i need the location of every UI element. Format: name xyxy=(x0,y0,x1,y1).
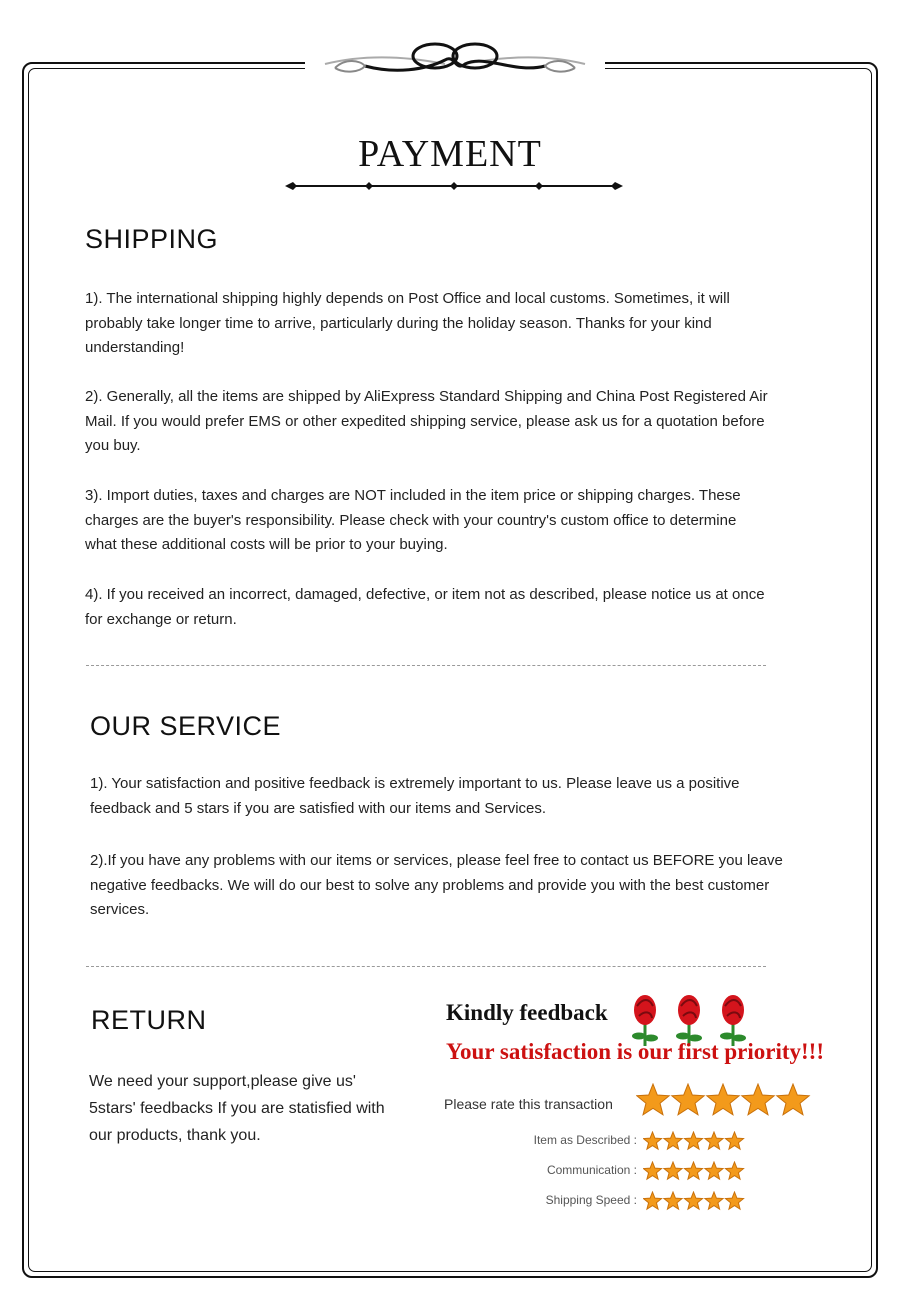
star-icon xyxy=(664,1192,682,1209)
criteria-label-shipping-speed: Shipping Speed : xyxy=(545,1193,637,1207)
star-icon xyxy=(637,1084,669,1115)
return-heading: RETURN xyxy=(91,1005,207,1035)
star-icon xyxy=(742,1084,774,1115)
star-icon xyxy=(672,1084,704,1115)
service-item-1: 1). Your satisfaction and positive feedback is extremely important to us. Please leave us a positive feedback and 5 stars if you are satisfied with our items and Services. xyxy=(90,775,740,817)
kindly-feedback-title: Kindly feedback xyxy=(446,1000,608,1025)
star-icon xyxy=(707,1084,739,1115)
shipping-speed-star-rating xyxy=(643,1191,748,1213)
section-divider xyxy=(86,966,766,967)
shipping-item-2: 2). Generally, all the items are shipped by AliExpress Standard Shipping and China Post Registered Air Mail. If you would prefer EMS or other expedited shipping service, please ask us for a quotation before you buy. xyxy=(85,388,768,454)
return-text: We need your support,please give us' 5stars' feedbacks If you are statisfied with our products, thank you. xyxy=(89,1073,385,1144)
shipping-heading: SHIPPING xyxy=(85,224,219,254)
star-icon xyxy=(684,1192,702,1209)
title-divider-ornament xyxy=(283,178,625,194)
star-icon xyxy=(664,1162,682,1179)
star-icon xyxy=(643,1192,661,1209)
star-icon xyxy=(643,1132,661,1149)
shipping-item-4: 4). If you received an incorrect, damaged, defective, or item not as described, please notice us at once for exchange or return. xyxy=(85,586,765,628)
star-icon xyxy=(725,1162,743,1179)
flourish-ornament xyxy=(305,34,605,94)
star-icon xyxy=(684,1132,702,1149)
star-icon xyxy=(705,1132,723,1149)
satisfaction-slogan: Your satisfaction is our first priority!!! xyxy=(446,1039,824,1064)
rate-transaction-label: Please rate this transaction xyxy=(444,1096,613,1112)
star-icon xyxy=(643,1162,661,1179)
overall-star-rating xyxy=(636,1083,816,1121)
star-icon xyxy=(777,1084,809,1115)
shipping-item-1: 1). The international shipping highly depends on Post Office and local customs. Sometimes, it will probably take longer time to arrive, particularly during the holiday season. Thanks for your kind understanding! xyxy=(85,290,730,356)
service-item-2: 2).If you have any problems with our items or services, please feel free to contact us BEFORE you leave negative feedbacks. We will do our best to solve any problems and provide you with the best customer services. xyxy=(90,852,783,918)
criteria-label-item-described: Item as Described : xyxy=(533,1133,637,1147)
communication-star-rating xyxy=(643,1161,748,1183)
criteria-label-communication: Communication : xyxy=(546,1163,637,1177)
star-icon xyxy=(684,1162,702,1179)
star-icon xyxy=(705,1162,723,1179)
service-heading: OUR SERVICE xyxy=(90,711,282,741)
star-icon xyxy=(705,1192,723,1209)
shipping-item-3: 3). Import duties, taxes and charges are NOT included in the item price or shipping charges. These charges are the buyer's responsibility. Please check with your country's custom office to determine what these additional costs will be prior to your buying. xyxy=(85,487,741,553)
star-icon xyxy=(725,1132,743,1149)
star-icon xyxy=(725,1192,743,1209)
page-title: PAYMENT xyxy=(358,133,542,175)
item-described-star-rating xyxy=(643,1131,748,1153)
star-icon xyxy=(664,1132,682,1149)
section-divider xyxy=(86,665,766,666)
